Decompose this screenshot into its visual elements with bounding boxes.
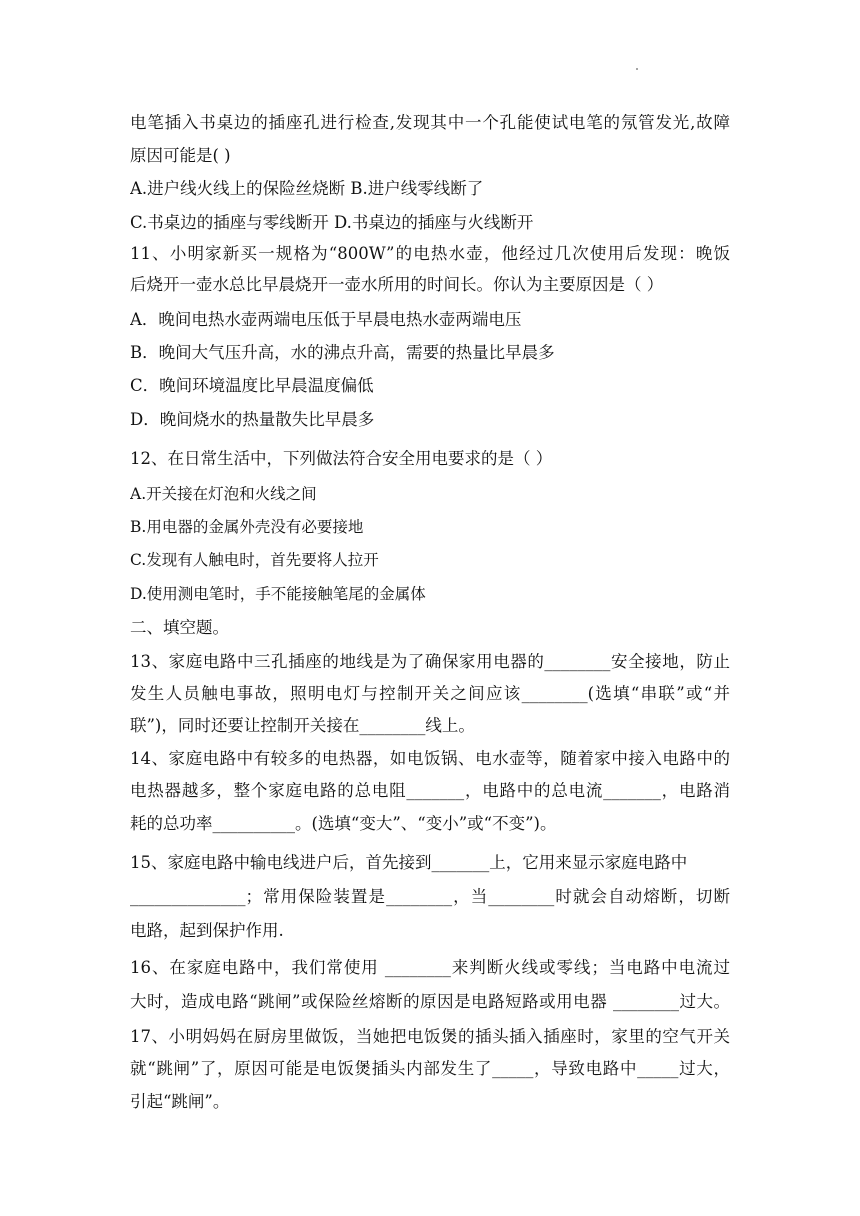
question-15-line-2: ______________；常用保险装置是________，当________时就会自动熔断，切断 <box>130 887 730 906</box>
question-11-option-c: C．晚间环境温度比早晨温度偏低 <box>130 376 374 395</box>
text-line-2: 原因可能是( ) <box>130 146 231 165</box>
question-12-option-a: A.开关接在灯泡和火线之间 <box>130 485 317 503</box>
question-17-line-3: 引起“跳闸”。 <box>130 1092 230 1111</box>
question-12-option-d: D.使用测电笔时，手不能接触笔尾的金属体 <box>130 585 426 603</box>
question-11-line-1: 11、小明家新买一规格为“800W”的电热水壶，他经过几次使用后发现：晚饭 <box>130 244 730 263</box>
question-13-line-1: 13、家庭电路中三孔插座的地线是为了确保家用电器的________安全接地，防止 <box>130 652 730 671</box>
question-16-line-2: 大时，造成电路“跳闸”或保险丝熔断的原因是电路短路或用电器 ________过大。 <box>130 992 730 1011</box>
question-13-line-3: 联”)，同时还要让控制开关接在________线上。 <box>130 716 475 735</box>
question-11-option-a: A．晚间电热水壶两端电压低于早晨电热水壶两端电压 <box>130 310 522 329</box>
question-17-line-2: 就“跳闸”了，原因可能是电饭煲插头内部发生了_____，导致电路中_____过大， <box>130 1059 730 1078</box>
question-12-stem: 12、在日常生活中，下列做法符合安全用电要求的是（ ） <box>130 449 553 468</box>
question-16-line-1: 16、在家庭电路中，我们常使用 ________来判断火线或零线；当电路中电流过 <box>130 958 730 977</box>
option-line-c-d: C.书桌边的插座与零线断开 D.书桌边的插座与火线断开 <box>130 213 534 232</box>
page-dot <box>636 68 638 70</box>
question-12-option-b: B.用电器的金属外壳没有必要接地 <box>130 518 364 536</box>
section-heading-fill-blank: 二、填空题。 <box>130 618 229 637</box>
option-line-a-b: A.进户线火线上的保险丝烧断 B.进户线零线断了 <box>130 179 484 198</box>
question-14-line-2: 电热器越多，整个家庭电路的总电阻_______，电路中的总电流_______，电路消 <box>130 781 730 800</box>
question-13-line-2: 发生人员触电事故，照明电灯与控制开关之间应该________(选填“串联”或“并 <box>130 684 730 703</box>
question-11-option-d: D．晚间烧水的热量散失比早晨多 <box>130 410 375 429</box>
question-11-line-2: 后烧开一壶水总比早晨烧开一壶水所用的时间长。你认为主要原因是（ ） <box>130 275 664 294</box>
question-12-option-c: C.发现有人触电时，首先要将人拉开 <box>130 551 379 569</box>
question-15-line-1: 15、家庭电路中输电线进户后，首先接到_______上，它用来显示家庭电路中 <box>130 853 688 872</box>
question-11-option-b: B．晚间大气压升高，水的沸点升高，需要的热量比早晨多 <box>130 343 555 362</box>
text-line-1: 电笔插入书桌边的插座孔进行检查,发现其中一个孔能使试电笔的氖管发光,故障 <box>130 113 730 132</box>
question-15-line-3: 电路，起到保护作用. <box>130 921 284 940</box>
question-14-line-1: 14、家庭电路中有较多的电热器，如电饭锅、电水壶等，随着家中接入电路中的 <box>130 749 730 768</box>
question-14-line-3: 耗的总功率__________。(选填“变大”、“变小”或“不变”)。 <box>130 814 557 833</box>
question-17-line-1: 17、小明妈妈在厨房里做饭，当她把电饭煲的插头插入插座时，家里的空气开关 <box>130 1027 730 1046</box>
